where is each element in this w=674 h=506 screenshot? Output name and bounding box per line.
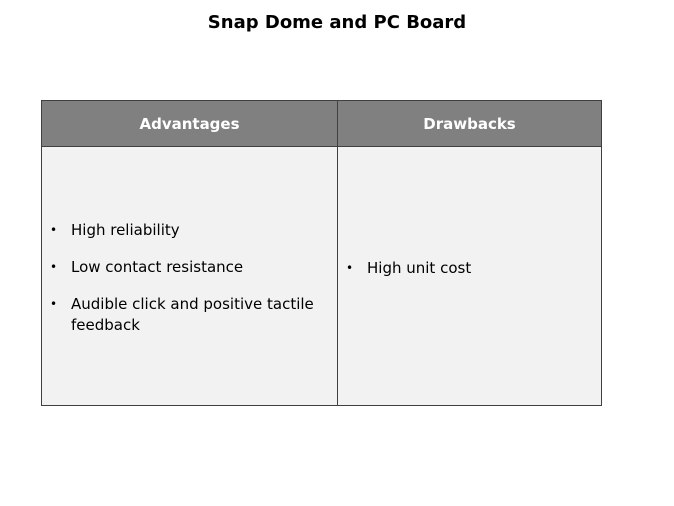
drawback-text: High unit cost [367, 258, 472, 277]
bullet-icon: • [50, 223, 58, 237]
bullet-icon: • [50, 260, 58, 274]
table-header-row [42, 101, 602, 147]
list-item [50, 257, 331, 278]
advantage-text: High reliability [71, 221, 180, 239]
advantages-cell [42, 147, 338, 406]
drawbacks-list [346, 258, 595, 279]
list-item [346, 258, 595, 279]
advantage-text: Low contact resistance [71, 258, 244, 276]
list-item [50, 294, 331, 336]
header-advantages: Advantages [42, 101, 338, 147]
list-item [50, 220, 331, 241]
drawbacks-cell [338, 147, 602, 406]
advantages-list [50, 220, 331, 336]
comparison-table [41, 100, 602, 406]
advantage-text: Audible click and positive tactile feedback [71, 295, 314, 334]
slide-title: Snap Dome and PC Board [207, 12, 467, 33]
bullet-icon: • [346, 260, 354, 275]
table-row [42, 147, 602, 406]
bullet-icon: • [50, 297, 58, 311]
header-drawbacks: Drawbacks [338, 101, 602, 147]
